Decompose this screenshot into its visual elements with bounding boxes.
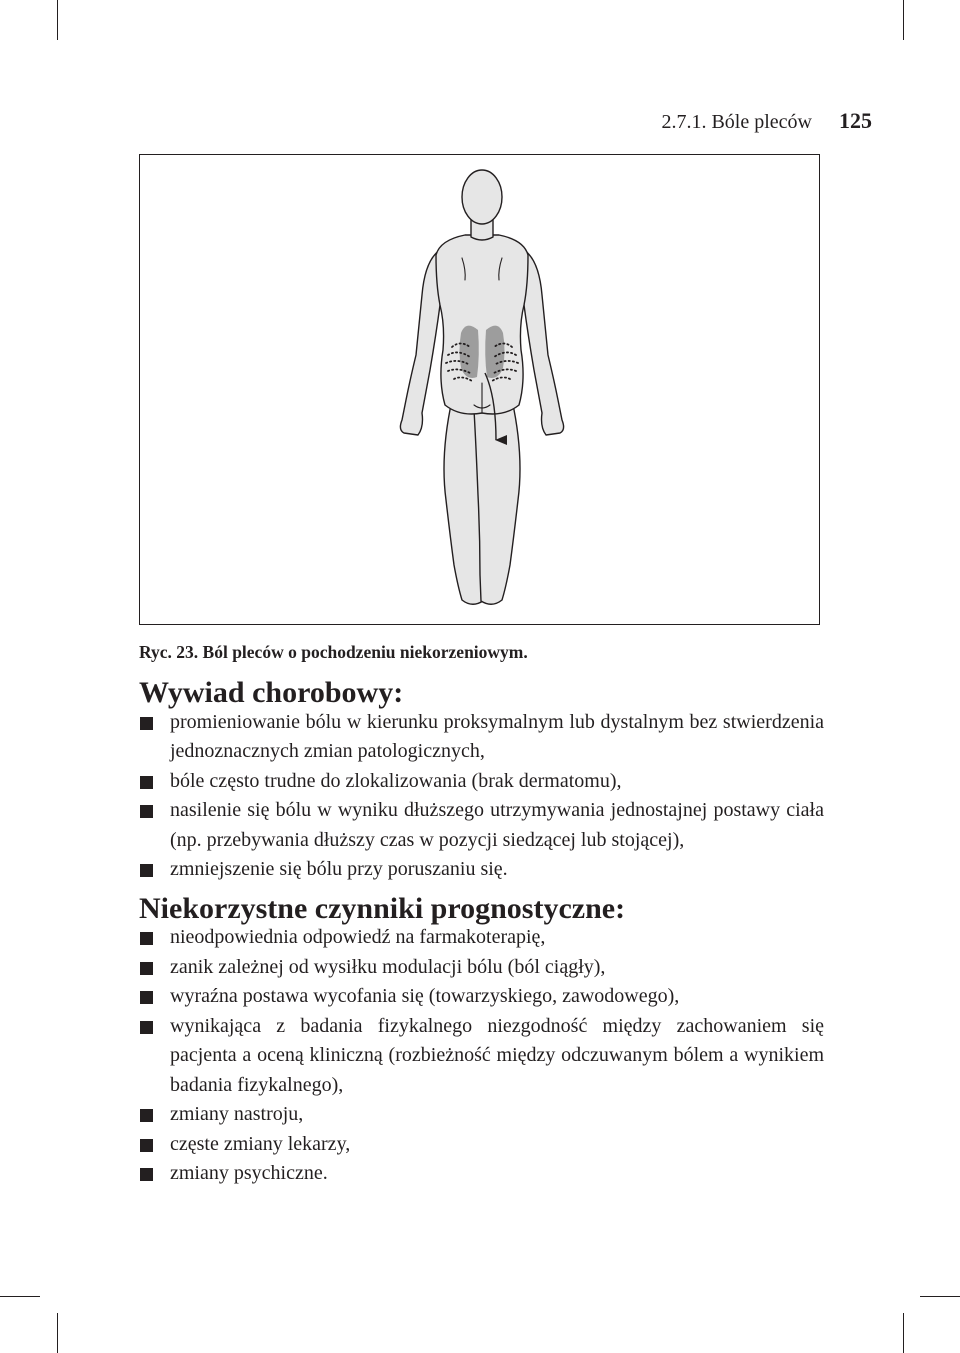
list-item: zmiany psychiczne. bbox=[139, 1159, 824, 1189]
list-item: promieniowanie bólu w kierunku proksymalnym lub dystalnym bez stwierdzenia jednoznacznych zmian patologicznych, bbox=[139, 708, 824, 767]
list-item: zanik zależnej od wysiłku modulacji bólu (ból ciągły), bbox=[139, 953, 824, 983]
crop-mark bbox=[903, 1313, 904, 1353]
square-bullet-icon bbox=[140, 1139, 153, 1152]
bullet-list-history bbox=[139, 708, 824, 885]
list-item: zmiany nastroju, bbox=[139, 1100, 824, 1130]
figure-frame bbox=[139, 154, 820, 625]
crop-mark bbox=[57, 0, 58, 40]
crop-mark bbox=[920, 1296, 960, 1297]
square-bullet-icon bbox=[140, 962, 153, 975]
square-bullet-icon bbox=[140, 932, 153, 945]
list-item: wynikająca z badania fizykalnego niezgodność między zachowaniem się pacjenta a oceną kliniczną (rozbieżność między odczuwanym bólem a wynikiem badania fizykalnego), bbox=[139, 1012, 824, 1101]
list-item: częste zmiany lekarzy, bbox=[139, 1130, 824, 1160]
running-head bbox=[661, 108, 872, 135]
page-number: 125 bbox=[839, 108, 872, 133]
running-head-section: 2.7.1. Bóle pleców bbox=[661, 111, 812, 133]
crop-mark bbox=[57, 1313, 58, 1353]
square-bullet-icon bbox=[140, 864, 153, 877]
figure-caption: Ryc. 23. Ból pleców o pochodzeniu niekorzeniowym. bbox=[139, 642, 528, 662]
square-bullet-icon bbox=[140, 991, 153, 1004]
list-item: nieodpowiednia odpowiedź na farmakoterapię, bbox=[139, 923, 824, 953]
crop-mark bbox=[0, 1296, 40, 1297]
list-item: wyraźna postawa wycofania się (towarzyskiego, zawodowego), bbox=[139, 982, 824, 1012]
section-heading-prognostic-factors: Niekorzystne czynniki prognostyczne: bbox=[139, 891, 626, 925]
back-pain-body-illustration bbox=[140, 155, 821, 626]
square-bullet-icon bbox=[140, 805, 153, 818]
square-bullet-icon bbox=[140, 717, 153, 730]
text-content bbox=[139, 678, 824, 1189]
square-bullet-icon bbox=[140, 1109, 153, 1122]
square-bullet-icon bbox=[140, 776, 153, 789]
list-item: nasilenie się bólu w wyniku dłuższego utrzymywania jednostajnej postawy ciała (np. przebywania dłuższy czas w pozycji siedzącej lub stojącej), bbox=[139, 796, 824, 855]
list-item: zmniejszenie się bólu przy poruszaniu się. bbox=[139, 855, 824, 885]
square-bullet-icon bbox=[140, 1168, 153, 1181]
crop-mark bbox=[903, 0, 904, 40]
bullet-list-prognostic-factors bbox=[139, 923, 824, 1189]
list-item: bóle często trudne do zlokalizowania (brak dermatomu), bbox=[139, 767, 824, 797]
square-bullet-icon bbox=[140, 1021, 153, 1034]
section-heading-history: Wywiad chorobowy: bbox=[139, 676, 404, 709]
